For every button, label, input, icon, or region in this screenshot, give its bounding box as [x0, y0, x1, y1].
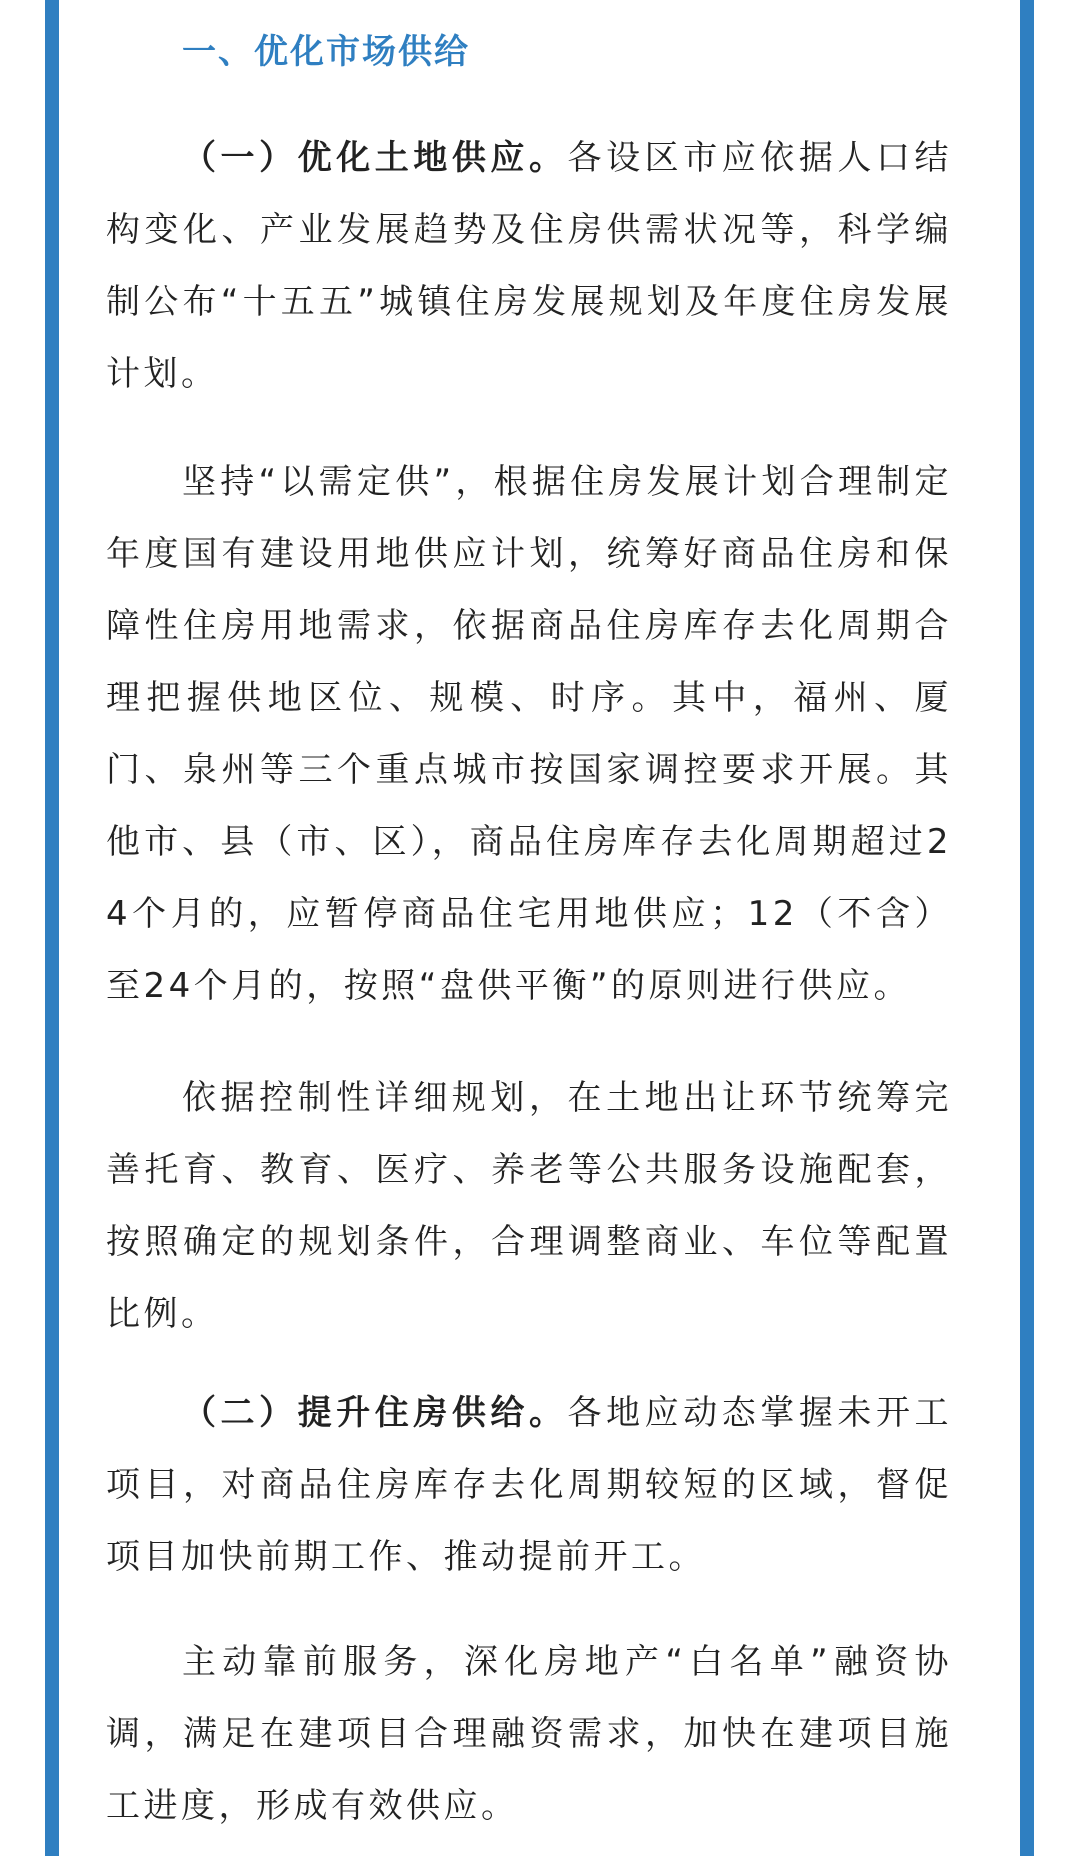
- paragraph-lead: （一）优化土地供应。: [182, 138, 568, 178]
- paragraph-text: 坚持“以需定供”，根据住房发展计划合理制定年度国有建设用地供应计划，统筹好商品住房和保障性住房用地需求，依据商品住房库存去化周期合理把握供地区位、规模、时序。其中，福州、厦门、泉州等三个重点城市按国家调控要求开展。其他市、县（市、区），商品住房库存去化周期超过24个月的，应暂停商品住宅用地供应；12（不含）至24个月的，按照“盘供平衡”的原则进行供应。: [106, 462, 952, 1006]
- paragraph-whitelist-financing: [106, 1626, 952, 1842]
- paragraph-land-supply: [106, 122, 952, 410]
- paragraph-lead: （二）提升住房供给。: [182, 1393, 568, 1433]
- paragraph-text: 主动靠前服务，深化房地产“白名单”融资协调，满足在建项目合理融资需求，加快在建项目施工进度，形成有效供应。: [106, 1642, 952, 1826]
- section-heading: 一、优化市场供给: [182, 32, 470, 72]
- paragraph-public-facilities: [106, 1062, 952, 1350]
- paragraph-housing-supply: [106, 1377, 952, 1593]
- paragraph-text: 各地应动态掌握未开工项目，对商品住房库存去化周期较短的区域，督促项目加快前期工作、推动提前开工。: [106, 1393, 953, 1577]
- paragraph-text: 各设区市应依据人口结构变化、产业发展趋势及住房供需状况等，科学编制公布“十五五”城镇住房发展规划及年度住房发展计划。: [106, 138, 953, 394]
- paragraph-text: 依据控制性详细规划，在土地出让环节统筹完善托育、教育、医疗、养老等公共服务设施配套，按照确定的规划条件，合理调整商业、车位等配置比例。: [106, 1078, 952, 1334]
- paragraph-demand-based-supply: [106, 446, 952, 1022]
- left-border: [45, 0, 59, 1856]
- right-border: [1020, 0, 1034, 1856]
